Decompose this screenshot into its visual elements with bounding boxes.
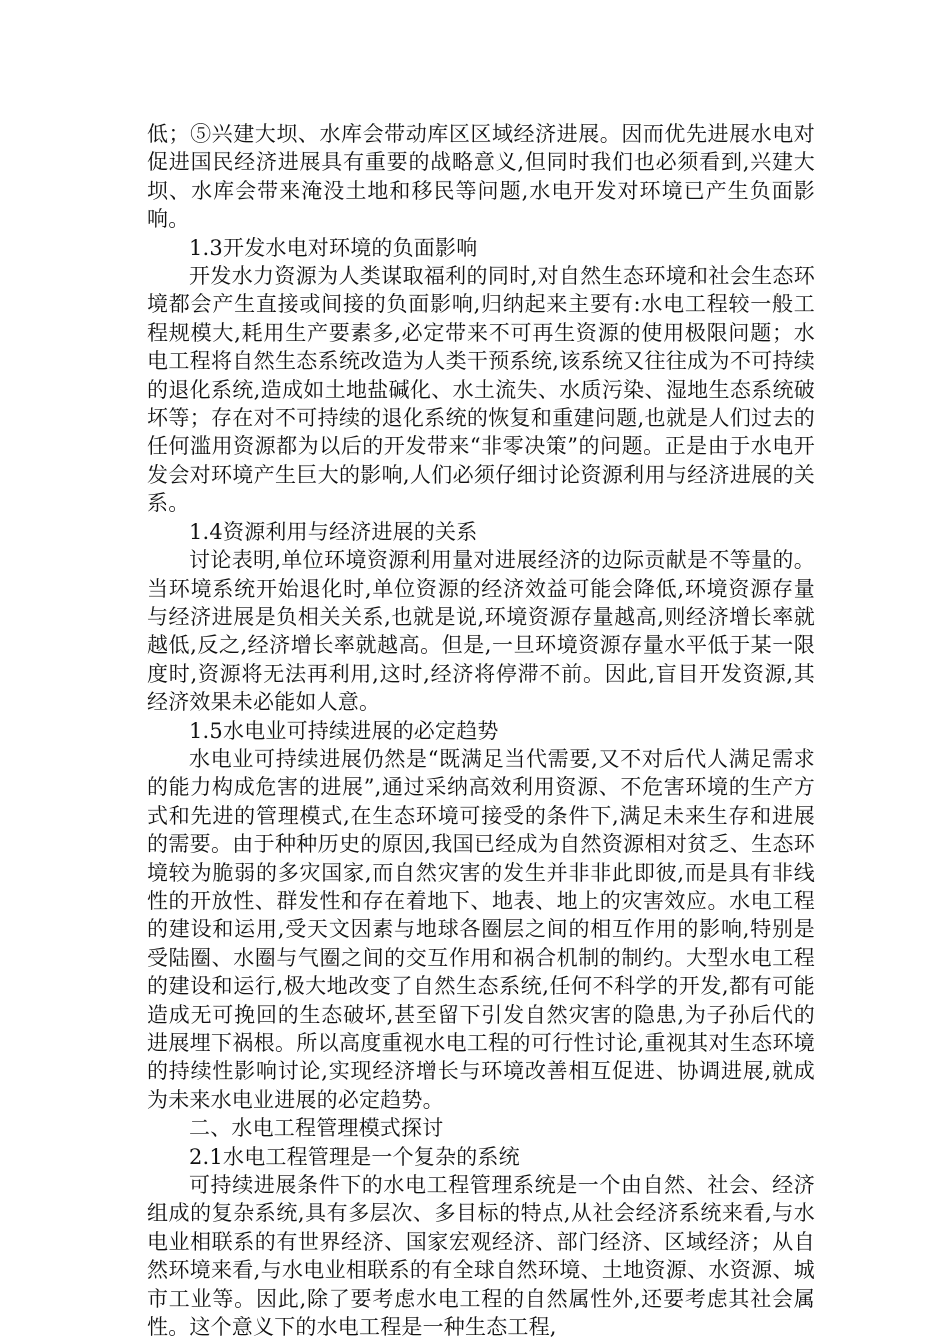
paragraph-continuation: 低；⑤兴建大坝、水库会带动库区区域经济进展。因而优先进展水电对促进国民经济进展具有重要的战略意义,但同时我们也必须看到,兴建大坝、水库会带来淹没土地和移民等问题,水电开发对环境已产生负面影响。 bbox=[147, 122, 815, 232]
section-heading-1-4: 1.4资源利用与经济进展的关系 bbox=[189, 519, 478, 544]
chapter-heading-2: 二、水电工程管理模式探讨 bbox=[189, 1116, 444, 1141]
section-heading-1-5: 1.5水电业可持续进展的必定趋势 bbox=[189, 718, 499, 743]
paragraph-2-1: 可持续进展条件下的水电工程管理系统是一个由自然、社会、经济组成的复杂系统,具有多层次、多目标的特点,从社会经济系统来看,与水电业相联系的有世界经济、国家宏观经济、部门经济、区域经济；从自然环境来看,与水电业相联系的有全球自然环境、土地资源、水资源、城市工业等。因此,除了要考虑水电工程的自然属性外,还要考虑其社会属性。这个意义下的水电工程是一种生态工程, bbox=[147, 1173, 815, 1340]
paragraph-1-4: 讨论表明,单位环境资源利用量对进展经济的边际贡献是不等量的。当环境系统开始退化时,单位资源的经济效益可能会降低,环境资源存量与经济进展是负相关关系,也就是说,环境资源存量越高,则经济增长率就越低,反之,经济增长率就越高。但是,一旦环境资源存量水平低于某一限度时,资源将无法再利用,这时,经济将停滞不前。因此,盲目开发资源,其经济效果未必能如人意。 bbox=[147, 548, 815, 715]
document-body bbox=[147, 120, 815, 1341]
section-heading-1-3: 1.3开发水电对环境的负面影响 bbox=[189, 235, 478, 260]
paragraph-1-3: 开发水力资源为人类谋取福利的同时,对自然生态环境和社会生态环境都会产生直接或间接的负面影响,归纳起来主要有:水电工程较一般工程规模大,耗用生产要素多,必定带来不可再生资源的使用极限问题；水电工程将自然生态系统改造为人类干预系统,该系统又往往成为不可持续的退化系统,造成如土地盐碱化、水土流失、水质污染、湿地生态系统破坏等；存在对不可持续的退化系统的恢复和重建问题,也就是人们过去的任何滥用资源都为以后的开发带来“非零决策”的问题。正是由于水电开发会对环境产生巨大的影响,人们必须仔细讨论资源利用与经济进展的关系。 bbox=[147, 264, 815, 516]
paragraph-1-5: 水电业可持续进展仍然是“既满足当代需要,又不对后代人满足需求的能力构成危害的进展”,通过采纳高效利用资源、不危害环境的生产方式和先进的管理模式,在生态环境可接受的条件下,满足未来生存和进展的需要。由于种种历史的原因,我国已经成为自然资源相对贫乏、生态环境较为脆弱的多灾国家,而自然灾害的发生并非非此即彼,而是具有非线性的开放性、群发性和存在着地下、地表、地上的灾害效应。水电工程的建设和运用,受天文因素与地球各圈层之间的相互作用的影响,特别是受陆圈、水圈与气圈之间的交互作用和祸合机制的制约。大型水电工程的建设和运行,极大地改变了自然生态系统,任何不科学的开发,都有可能造成无可挽回的生态破坏,甚至留下引发自然灾害的隐患,为子孙后代的进展埋下祸根。所以高度重视水电工程的可行性讨论,重视其对生态环境的持续性影响讨论,实现经济增长与环境改善相互促进、协调进展,就成为未来水电业进展的必定趋势。 bbox=[147, 746, 815, 1112]
section-heading-2-1: 2.1水电工程管理是一个复杂的系统 bbox=[189, 1144, 520, 1169]
